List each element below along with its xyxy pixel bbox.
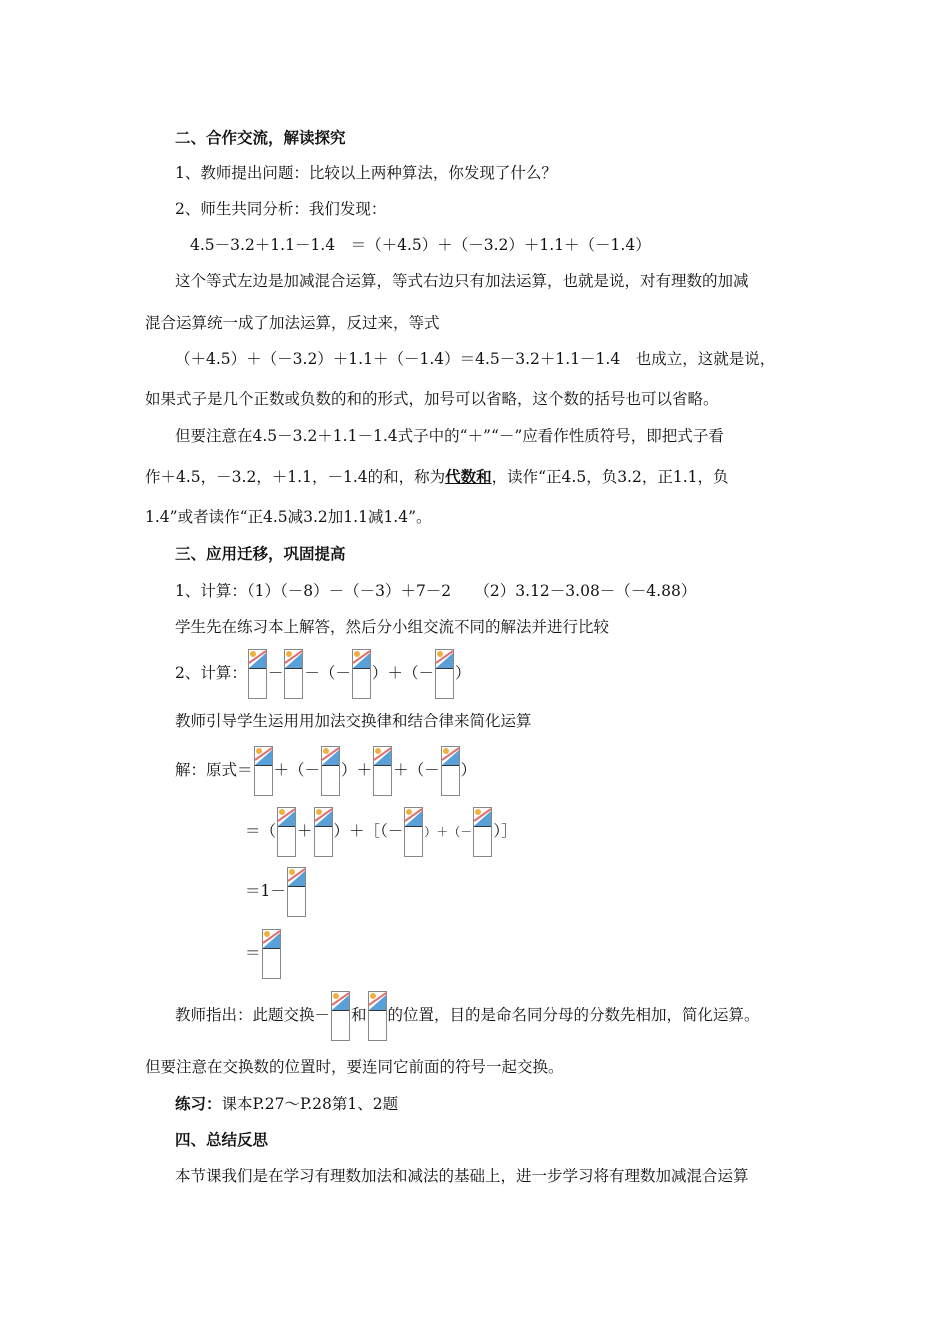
paragraph-3c: 1.4”或者读作“正4.5减3.2加1.1减1.4”。 [145,508,432,526]
solution-line-1 [175,745,476,795]
rparen: ） [460,761,477,779]
broken-image-icon [473,807,492,857]
broken-image-icon [262,929,281,979]
broken-image-icon [277,807,296,857]
equation-2: （＋4.5）＋（－3.2）＋1.1＋（－1.4）＝4.5－3.2＋1.1－1.4 也成立，这就是说， [175,350,776,368]
lparen-minus: （－ [289,761,321,779]
broken-image-icon [352,649,371,699]
broken-image-icon [373,746,392,796]
equation-1: 4.5－3.2＋1.1－1.4 ＝（＋4.5）＋（－3.2）＋1.1＋（－1.4） [190,236,651,254]
paragraph-3a: 但要注意在4.5－3.2＋1.1－1.4式子中的“＋”“－”应看作性质符号，即把式子看 [175,427,724,445]
calc-1-note: 学生先在练习本上解答，然后分小组交流不同的解法并进行比较 [175,618,610,636]
paragraph-3b-post: ，读作“正4.5，负3.2，正1.1，负 [491,468,729,486]
summary-paragraph: 本节课我们是在学习有理数加法和减法的基础上，进一步学习将有理数加减混合运算 [175,1167,749,1185]
broken-image-icon [254,746,273,796]
calc-2-label: 2、计算： [175,664,247,682]
teacher-note-a: 教师指出：此题交换－ [175,1006,331,1024]
section-2-heading: 二、合作交流，解读探究 [175,128,346,147]
calc-2-note: 教师引导学生运用用加法交换律和结合律来简化运算 [175,712,532,730]
practice-text: 课本P.27～P.28第1、2题 [221,1095,399,1113]
paragraph-1b: 混合运算统一成了加法运算，反过来，等式 [145,314,440,332]
rparen-plus: ）＋ [341,761,373,779]
rparen: ） [454,664,471,682]
section-3-heading: 三、应用迁移，巩固提高 [175,544,346,563]
broken-image-icon [368,991,387,1041]
minus-sign: － [267,664,284,682]
broken-image-icon [404,807,423,857]
equals-lparen: ＝（ [245,822,277,840]
broken-image-icon [331,991,350,1041]
section-4-heading: 四、总结反思 [175,1130,269,1149]
teacher-note-c: 但要注意在交换数的位置时，要连同它前面的符号一起交换。 [145,1058,564,1076]
paragraph-1a: 这个等式左边是加减混合运算，等式右边只有加法运算，也就是说，对有理数的加减 [175,272,749,290]
lparen-minus: （－ [402,664,434,682]
paragraph-3b [145,466,729,488]
teacher-note-b: 的位置，目的是命名同分母的分数先相加，简化运算。 [387,1006,760,1024]
question-1: 1、教师提出问题：比较以上两种算法，你发现了什么？ [175,164,557,182]
lparen-minus: （－ [408,761,440,779]
broken-image-icon [435,649,454,699]
practice-line [175,1093,398,1115]
solution-line-3 [245,866,307,916]
equals-sign: ＝ [245,944,261,962]
paragraph-3b-pre: 作＋4.5，－3.2，＋1.1，－1.4的和，称为 [145,468,446,486]
solution-label: 解：原式＝ [175,761,253,779]
algebraic-sum-term: 代数和 [445,467,492,486]
calc-1: 1、计算：（1）（－8）－（－3）＋7－2 （2）3.12－3.08－（－4.88） [175,582,697,600]
rparen-plus-lparen-minus: ）＋（－ [424,825,473,839]
rparen-plus: ）＋ [371,664,403,682]
question-2: 2、师生共同分析：我们发现： [175,200,387,218]
solution-line-4 [245,928,282,978]
practice-label: 练习： [175,1094,222,1113]
broken-image-icon [441,746,460,796]
calc-2 [175,648,470,698]
broken-image-icon [287,867,306,917]
rparen-plus-bracket: ）＋［（－ [333,822,404,840]
plus-sign: ＋ [393,761,409,779]
lparen-minus: （－ [319,664,351,682]
teacher-note-line [175,990,760,1040]
broken-image-icon [284,649,303,699]
plus-sign: ＋ [273,761,290,779]
equals-one-minus: ＝1－ [245,882,286,900]
plus-sign: ＋ [297,822,313,840]
broken-image-icon [314,807,333,857]
broken-image-icon [321,746,340,796]
teacher-note-and: 和 [351,1006,367,1024]
rparen-rbracket: ）］ [493,822,517,840]
solution-line-2 [245,806,517,856]
paragraph-2: 如果式子是几个正数或负数的和的形式，加号可以省略，这个数的括号也可以省略。 [145,390,719,408]
minus-lparen: － [304,664,320,682]
broken-image-icon [248,649,267,699]
